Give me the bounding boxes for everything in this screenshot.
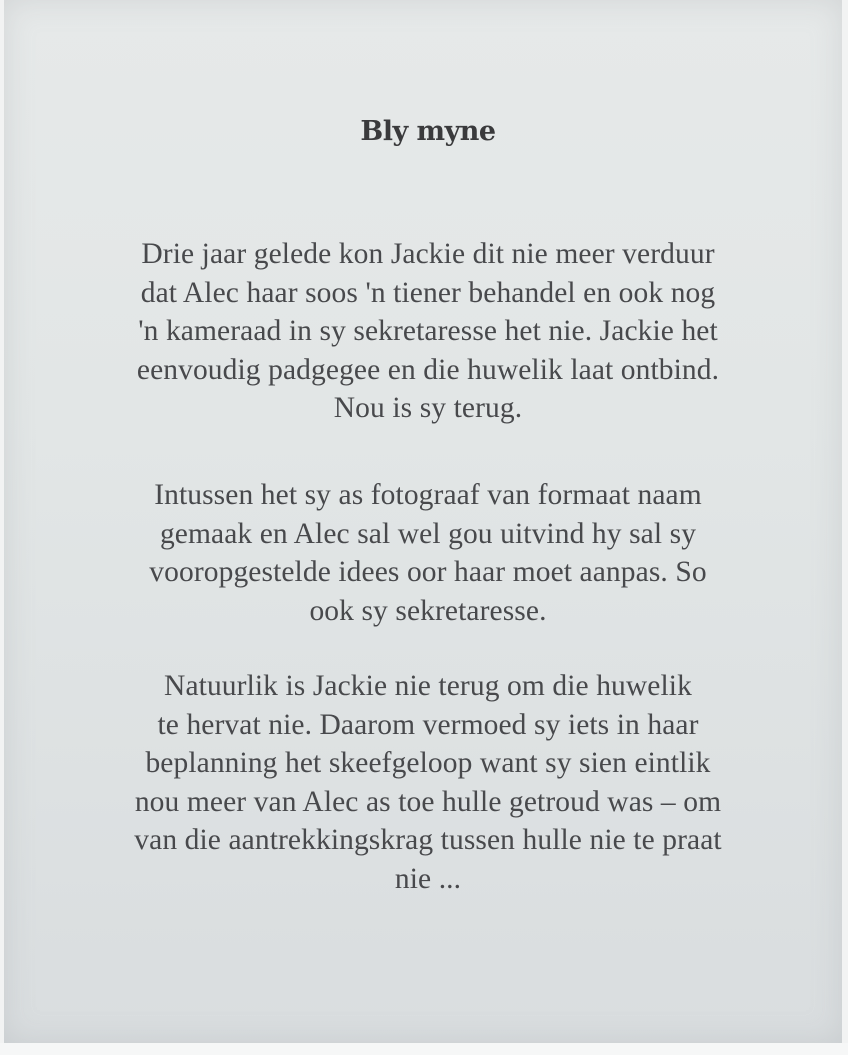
paragraph-1 [4,235,848,428]
text-line: nou meer van Alec as toe hulle getroud was – om [134,785,722,818]
text-line: 'n kameraad in sy sekretaresse het nie. Jackie het [138,315,718,347]
text-line: eenvoudig padgegee en die huwelik laat ontbind. [136,353,720,386]
text-line: Intussen het sy as fotograaf van formaat naam [154,479,702,511]
book-page [4,0,842,1043]
paragraph-3 [4,667,848,898]
text-line: te hervat nie. Daarom vermoed sy iets in haar [157,708,699,741]
text-line: beplanning het skeefgeloop want sy sien eintlik [145,747,711,779]
paragraph-2 [4,476,848,630]
text-line: gemaak en Alec sal wel gou uitvind hy sal sy [159,517,697,550]
page-edge-right [842,0,848,1043]
text-line: Nou is sy terug. [333,392,523,424]
text-line: vooropgestelde idees oor haar moet aanpas. So [149,556,707,588]
text-line: nie ... [394,862,462,895]
text-line: dat Alec haar soos 'n tiener behandel en ook nog [140,276,716,309]
text-line: ook sy sekretaresse. [309,594,547,627]
page-title: Bly myne [360,116,496,147]
page-edge-bottom [0,1043,848,1055]
text-line: van die aantrekkingskrag tussen hulle nie te praat [134,824,722,856]
page-edge-left [0,0,4,1043]
text-line: Natuurlik is Jackie nie terug om die huwelik [164,670,692,702]
text-line: Drie jaar gelede kon Jackie dit nie meer verduur [141,238,715,270]
